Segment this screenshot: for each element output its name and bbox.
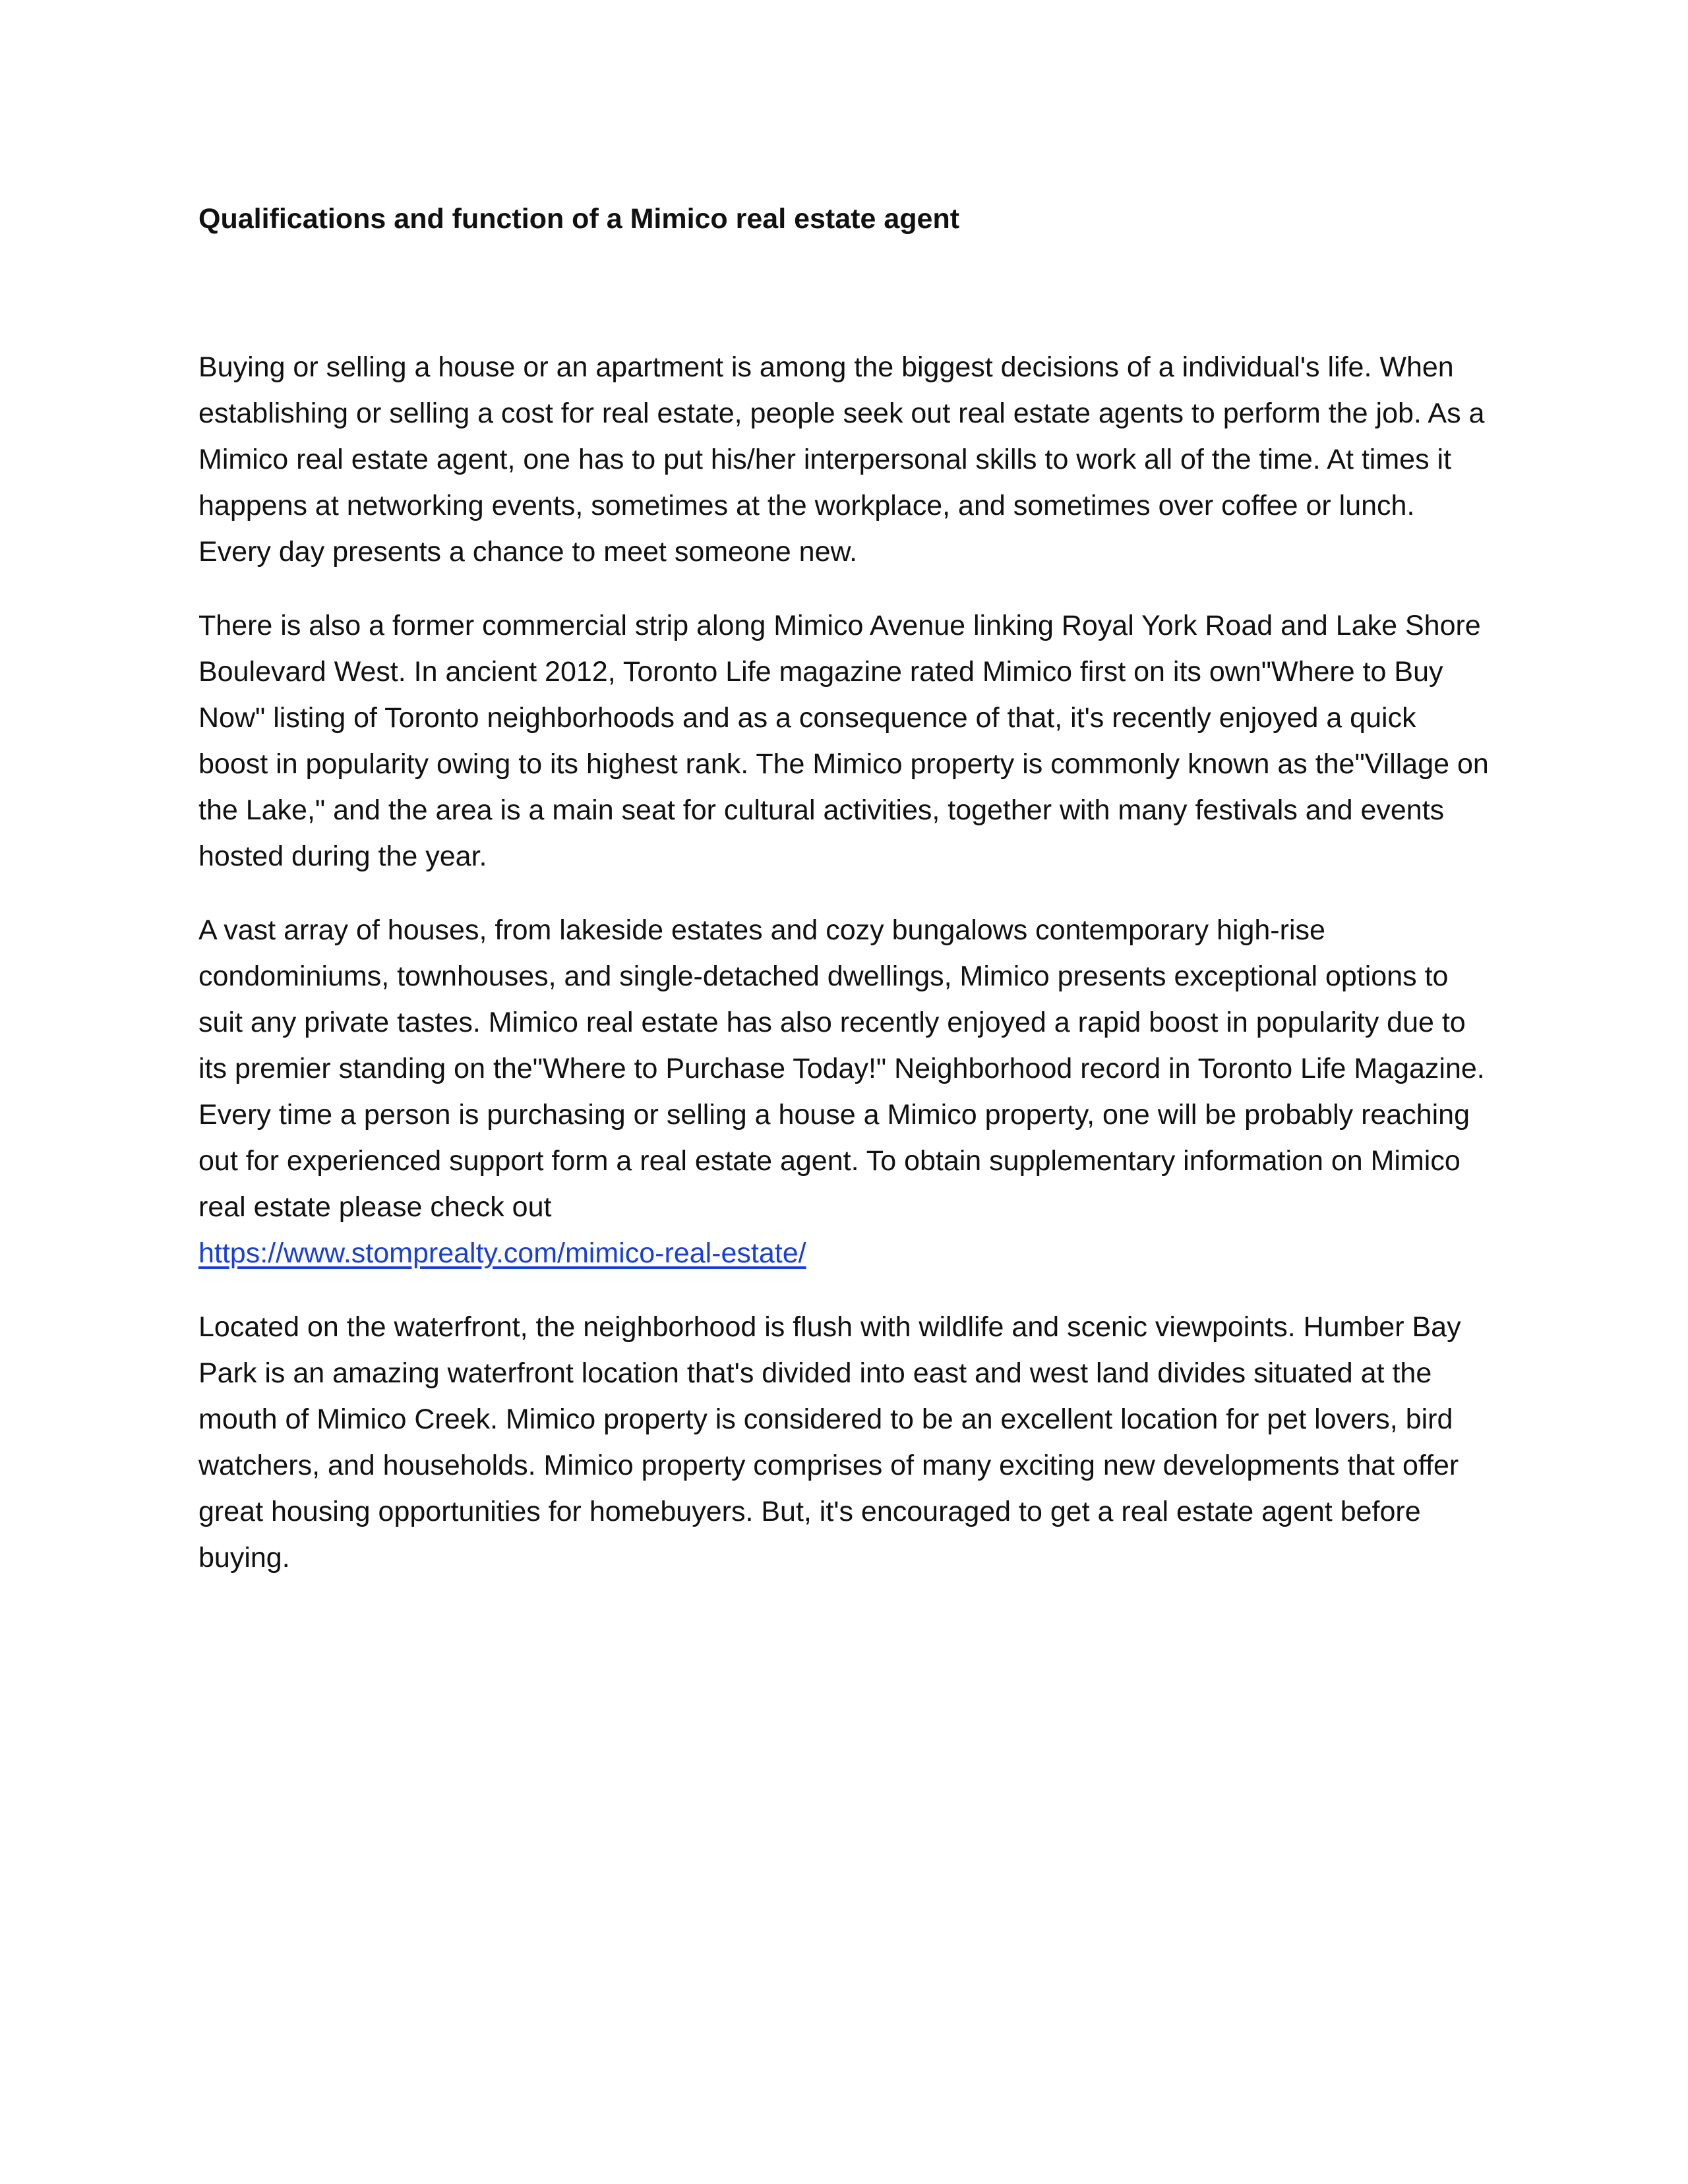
stomprealty-link[interactable]: https://www.stomprealty.com/mimico-real-estate/ [198, 1237, 806, 1269]
paragraph-houses [198, 907, 1491, 1276]
paragraph-houses-text: A vast array of houses, from lakeside estates and cozy bungalows contemporary high-rise condominiums, townhouses, and single-detached dwellings, Mimico presents exceptional options to suit any private tastes. Mimico real estate has also recently enjoyed a rapid boost in popularity due to its premier standing on the"Where to Purchase Today!" Neighborhood record in Toronto Life Magazine. Every time a person is purchasing or selling a house a Mimico property, one will be probably reaching out for experienced support form a real estate agent. To obtain supplementary information on Mimico real estate please check out [198, 914, 1485, 1223]
paragraph-waterfront: Located on the waterfront, the neighborhood is flush with wildlife and scenic viewpoints. Humber Bay Park is an amazing waterfront location that's divided into east and west land divides situated at the mouth of Mimico Creek. Mimico property is considered to be an excellent location for pet lovers, bird watchers, and households. Mimico property comprises of many exciting new developments that offer great housing opportunities for homebuyers. But, it's encouraged to get a real estate agent before buying. [198, 1311, 1461, 1574]
paragraph-intro: Buying or selling a house or an apartment is among the biggest decisions of a individual's life. When establishing or selling a cost for real estate, people seek out real estate agents to perform the job. As a Mimico real estate agent, one has to put his/her interpersonal skills to work all of the time. At times it happens at networking events, sometimes at the workplace, and sometimes over coffee or lunch. Every day presents a chance to meet someone new. [198, 351, 1485, 568]
document-body [198, 195, 1491, 1608]
paragraph-mimico-avenue: There is also a former commercial strip along Mimico Avenue linking Royal York Road and Lake Shore Boulevard West. In ancient 2012, Toronto Life magazine rated Mimico first on its own"Where to Buy Now" listing of Toronto neighborhoods and as a consequence of that, it's recently enjoyed a quick boost in popularity owing to its highest rank. The Mimico property is commonly known as the"Village on the Lake," and the area is a main seat for cultural activities, together with many festivals and events hosted during the year. [198, 610, 1489, 872]
document-title: Qualifications and function of a Mimico real estate agent [198, 203, 960, 235]
